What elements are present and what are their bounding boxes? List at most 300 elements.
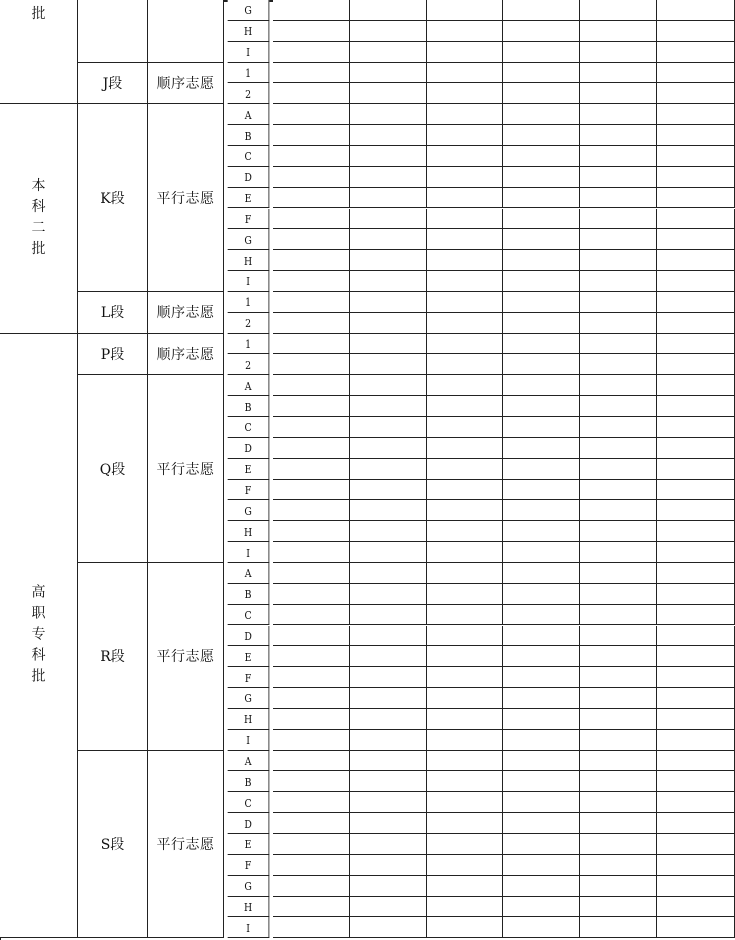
blank-entry-cell[interactable] [503,125,580,146]
blank-entry-cell[interactable] [580,146,657,167]
blank-entry-cell[interactable] [580,563,657,584]
choice-code: 1 [245,66,252,80]
blank-entry-cell[interactable] [657,730,735,751]
blank-entry-cell[interactable] [580,855,657,876]
segment-code-cell [78,334,148,376]
blank-entry-cell[interactable] [427,42,503,63]
blank-entry-cell[interactable] [273,229,350,250]
blank-entry-cell[interactable] [350,63,427,84]
blank-entry-cell[interactable] [657,584,735,605]
blank-entry-cell[interactable] [427,83,503,104]
blank-entry-cell[interactable] [350,584,427,605]
blank-entry-cell[interactable] [503,104,580,125]
blank-entry-cell[interactable] [273,188,350,209]
blank-entry-cell[interactable] [580,188,657,209]
blank-entry-cell[interactable] [427,584,503,605]
blank-entry-cell[interactable] [427,542,503,563]
blank-entry-cell[interactable] [427,167,503,188]
blank-entry-cell[interactable] [273,83,350,104]
blank-entry-cell[interactable] [350,771,427,792]
blank-entry-cell[interactable] [657,792,735,813]
choice-code-cell [228,125,270,146]
blank-entry-cell[interactable] [503,396,580,417]
blank-entry-cell[interactable] [273,209,350,230]
blank-entry-cell[interactable] [273,855,350,876]
blank-entry-cell[interactable] [427,855,503,876]
blank-entry-cell[interactable] [657,563,735,584]
blank-entry-cell[interactable] [350,897,427,918]
blank-entry-cell[interactable] [350,42,427,63]
blank-entry-cell[interactable] [657,500,735,521]
blank-entry-cell[interactable] [427,792,503,813]
blank-entry-cell[interactable] [273,751,350,772]
blank-entry-cell[interactable] [273,792,350,813]
blank-entry-cell[interactable] [350,167,427,188]
blank-entry-cell[interactable] [580,771,657,792]
blank-entry-cell[interactable] [503,917,580,938]
blank-entry-cell[interactable] [273,396,350,417]
choice-code-cell [228,792,270,813]
blank-entry-cell[interactable] [427,146,503,167]
blank-entry-cell[interactable] [580,417,657,438]
blank-entry-cell[interactable] [580,751,657,772]
blank-entry-cell[interactable] [657,813,735,834]
blank-entry-cell[interactable] [273,626,350,647]
blank-entry-cell[interactable] [350,104,427,125]
blank-entry-cell[interactable] [427,897,503,918]
blank-entry-cell[interactable] [580,292,657,313]
blank-entry-cell[interactable] [657,605,735,626]
blank-entry-cell[interactable] [503,167,580,188]
blank-entry-cell[interactable] [657,271,735,292]
choice-code-cell [228,646,270,667]
blank-entry-cell[interactable] [580,83,657,104]
blank-entry-cell[interactable] [427,917,503,938]
segment-type: 平行志愿 [156,461,215,478]
blank-entry-cell[interactable] [580,500,657,521]
blank-entry-cell[interactable] [427,334,503,355]
blank-entry-cell[interactable] [350,646,427,667]
blank-entry-cell[interactable] [427,292,503,313]
blank-entry-cell[interactable] [580,313,657,334]
choice-code: I [246,921,250,935]
blank-entry-cell[interactable] [350,21,427,42]
blank-entry-cell[interactable] [503,792,580,813]
blank-entry-cell[interactable] [580,813,657,834]
blank-entry-cell[interactable] [427,500,503,521]
blank-entry-cell[interactable] [350,459,427,480]
blank-entry-cell[interactable] [657,209,735,230]
blank-entry-cell[interactable] [580,250,657,271]
blank-entry-cell[interactable] [427,188,503,209]
choice-code-cell [228,209,270,230]
blank-entry-cell[interactable] [350,0,427,21]
blank-entry-cell[interactable] [503,855,580,876]
blank-entry-cell[interactable] [580,792,657,813]
blank-entry-cell[interactable] [350,83,427,104]
blank-entry-cell[interactable] [350,751,427,772]
blank-entry-cell[interactable] [580,646,657,667]
blank-entry-cell[interactable] [580,42,657,63]
blank-entry-cell[interactable] [273,646,350,667]
blank-entry-cell[interactable] [503,250,580,271]
blank-entry-cell[interactable] [273,667,350,688]
blank-entry-cell[interactable] [503,646,580,667]
blank-entry-cell[interactable] [273,876,350,897]
blank-entry-cell[interactable] [580,63,657,84]
blank-entry-cell[interactable] [657,542,735,563]
blank-entry-cell[interactable] [350,188,427,209]
blank-entry-cell[interactable] [350,500,427,521]
blank-entry-cell[interactable] [580,354,657,375]
blank-entry-cell[interactable] [503,83,580,104]
blank-entry-cell[interactable] [580,396,657,417]
blank-entry-cell[interactable] [580,521,657,542]
blank-entry-cell[interactable] [427,771,503,792]
blank-entry-cell[interactable] [273,709,350,730]
choice-code: G [244,692,252,706]
choice-code: E [244,838,252,852]
blank-entry-cell[interactable] [350,375,427,396]
blank-entry-cell[interactable] [427,563,503,584]
blank-entry-cell[interactable] [427,813,503,834]
blank-entry-cell[interactable] [503,292,580,313]
blank-entry-cell[interactable] [657,688,735,709]
choice-code-cell [228,438,270,459]
blank-entry-cell[interactable] [273,459,350,480]
blank-entry-cell[interactable] [350,855,427,876]
blank-entry-cell[interactable] [503,709,580,730]
blank-entry-cell[interactable] [273,438,350,459]
blank-entry-cell[interactable] [657,709,735,730]
blank-entry-cell[interactable] [503,834,580,855]
blank-entry-cell[interactable] [580,834,657,855]
blank-entry-cell[interactable] [350,605,427,626]
blank-entry-cell[interactable] [273,0,350,21]
blank-entry-cell[interactable] [427,751,503,772]
blank-entry-cell[interactable] [273,897,350,918]
blank-entry-cell[interactable] [503,271,580,292]
blank-entry-cell[interactable] [503,63,580,84]
blank-entry-cell[interactable] [503,813,580,834]
blank-entry-cell[interactable] [503,375,580,396]
blank-entry-cell[interactable] [580,125,657,146]
blank-entry-cell[interactable] [427,313,503,334]
blank-entry-cell[interactable] [273,813,350,834]
blank-entry-cell[interactable] [503,42,580,63]
blank-entry-cell[interactable] [273,42,350,63]
blank-entry-cell[interactable] [580,480,657,501]
blank-entry-cell[interactable] [350,396,427,417]
blank-entry-cell[interactable] [427,688,503,709]
blank-entry-cell[interactable] [427,709,503,730]
blank-entry-cell[interactable] [657,0,735,21]
blank-entry-cell[interactable] [273,104,350,125]
blank-entry-cell[interactable] [350,688,427,709]
blank-entry-cell[interactable] [580,626,657,647]
blank-entry-cell[interactable] [427,354,503,375]
blank-entry-cell[interactable] [657,146,735,167]
blank-entry-cell[interactable] [657,876,735,897]
blank-entry-cell[interactable] [657,375,735,396]
blank-entry-cell[interactable] [273,521,350,542]
blank-entry-cell[interactable] [427,876,503,897]
blank-entry-cell[interactable] [657,626,735,647]
blank-entry-cell[interactable] [580,688,657,709]
segment-code-cell [78,104,148,292]
blank-entry-cell[interactable] [350,146,427,167]
blank-entry-cell[interactable] [503,146,580,167]
segment-type-cell [148,563,224,751]
blank-entry-cell[interactable] [503,542,580,563]
blank-entry-cell[interactable] [503,771,580,792]
blank-entry-cell[interactable] [657,229,735,250]
blank-entry-cell[interactable] [503,334,580,355]
blank-entry-cell[interactable] [427,521,503,542]
blank-entry-cell[interactable] [503,229,580,250]
blank-entry-cell[interactable] [580,229,657,250]
segment-code-cell [78,0,148,63]
blank-entry-cell[interactable] [580,605,657,626]
blank-entry-cell[interactable] [503,0,580,21]
blank-entry-cell[interactable] [427,834,503,855]
blank-entry-cell[interactable] [503,500,580,521]
choice-code: 2 [245,358,252,372]
blank-entry-cell[interactable] [657,667,735,688]
blank-entry-cell[interactable] [503,188,580,209]
blank-entry-cell[interactable] [350,229,427,250]
blank-entry-cell[interactable] [273,417,350,438]
blank-entry-cell[interactable] [657,42,735,63]
blank-entry-cell[interactable] [580,917,657,938]
blank-entry-cell[interactable] [273,730,350,751]
blank-entry-cell[interactable] [657,834,735,855]
blank-entry-cell[interactable] [427,250,503,271]
blank-entry-cell[interactable] [350,813,427,834]
blank-entry-cell[interactable] [657,83,735,104]
blank-entry-cell[interactable] [273,167,350,188]
blank-entry-cell[interactable] [657,917,735,938]
segment-code: L段 [100,305,125,322]
blank-entry-cell[interactable] [657,167,735,188]
segment-code-cell [78,292,148,334]
blank-entry-cell[interactable] [427,730,503,751]
blank-entry-cell[interactable] [350,792,427,813]
blank-entry-cell[interactable] [427,21,503,42]
blank-entry-cell[interactable] [580,667,657,688]
blank-entry-cell[interactable] [503,209,580,230]
blank-entry-cell[interactable] [350,334,427,355]
blank-entry-cell[interactable] [273,313,350,334]
blank-entry-cell[interactable] [503,21,580,42]
blank-entry-cell[interactable] [580,334,657,355]
blank-entry-cell[interactable] [657,334,735,355]
blank-entry-cell[interactable] [273,542,350,563]
blank-entry-cell[interactable] [427,396,503,417]
blank-entry-cell[interactable] [580,271,657,292]
blank-entry-cell[interactable] [350,834,427,855]
blank-entry-cell[interactable] [350,730,427,751]
blank-entry-cell[interactable] [580,209,657,230]
blank-entry-cell[interactable] [503,521,580,542]
blank-entry-cell[interactable] [657,646,735,667]
blank-entry-cell[interactable] [427,375,503,396]
blank-entry-cell[interactable] [350,521,427,542]
blank-entry-cell[interactable] [657,292,735,313]
blank-entry-cell[interactable] [273,292,350,313]
blank-entry-cell[interactable] [427,229,503,250]
blank-entry-cell[interactable] [350,626,427,647]
blank-entry-cell[interactable] [273,375,350,396]
blank-entry-cell[interactable] [657,354,735,375]
blank-entry-cell[interactable] [350,542,427,563]
blank-entry-cell[interactable] [427,271,503,292]
blank-entry-cell[interactable] [503,688,580,709]
blank-entry-cell[interactable] [350,438,427,459]
blank-entry-cell[interactable] [503,667,580,688]
blank-entry-cell[interactable] [657,897,735,918]
blank-entry-cell[interactable] [503,605,580,626]
blank-entry-cell[interactable] [273,63,350,84]
blank-entry-cell[interactable] [427,605,503,626]
blank-entry-cell[interactable] [657,417,735,438]
blank-entry-cell[interactable] [580,438,657,459]
blank-entry-cell[interactable] [503,417,580,438]
blank-entry-cell[interactable] [503,354,580,375]
blank-entry-cell[interactable] [427,417,503,438]
blank-entry-cell[interactable] [427,626,503,647]
blank-entry-cell[interactable] [427,125,503,146]
blank-entry-cell[interactable] [580,897,657,918]
blank-entry-cell[interactable] [657,521,735,542]
blank-entry-cell[interactable] [273,771,350,792]
blank-entry-cell[interactable] [427,459,503,480]
choice-code: I [246,275,250,289]
blank-entry-cell[interactable] [580,709,657,730]
blank-entry-cell[interactable] [350,271,427,292]
blank-entry-cell[interactable] [273,688,350,709]
blank-entry-cell[interactable] [657,396,735,417]
blank-entry-cell[interactable] [427,438,503,459]
blank-entry-cell[interactable] [657,438,735,459]
blank-entry-cell[interactable] [350,667,427,688]
blank-entry-cell[interactable] [503,459,580,480]
choice-code-cell [228,271,270,292]
blank-entry-cell[interactable] [580,876,657,897]
blank-entry-cell[interactable] [273,563,350,584]
blank-entry-cell[interactable] [350,876,427,897]
blank-entry-cell[interactable] [273,21,350,42]
blank-entry-cell[interactable] [273,354,350,375]
blank-entry-cell[interactable] [273,334,350,355]
choice-code-cell [228,354,270,375]
blank-entry-cell[interactable] [503,438,580,459]
blank-entry-cell[interactable] [657,313,735,334]
blank-entry-cell[interactable] [503,313,580,334]
blank-entry-cell[interactable] [273,146,350,167]
blank-entry-cell[interactable] [273,917,350,938]
blank-entry-cell[interactable] [657,21,735,42]
blank-entry-cell[interactable] [427,667,503,688]
blank-entry-cell[interactable] [273,584,350,605]
choice-code-cell [228,459,270,480]
blank-entry-cell[interactable] [427,480,503,501]
blank-entry-cell[interactable] [350,209,427,230]
blank-entry-cell[interactable] [503,876,580,897]
blank-entry-cell[interactable] [350,313,427,334]
choice-code: B [244,129,252,143]
blank-entry-cell[interactable] [503,730,580,751]
choice-code-cell [228,188,270,209]
blank-entry-cell[interactable] [503,626,580,647]
choice-code: E [244,650,252,664]
blank-entry-cell[interactable] [273,271,350,292]
blank-entry-cell[interactable] [657,125,735,146]
blank-entry-cell[interactable] [350,563,427,584]
choice-code: D [244,629,252,643]
blank-entry-cell[interactable] [273,250,350,271]
blank-entry-cell[interactable] [580,21,657,42]
blank-entry-cell[interactable] [273,125,350,146]
blank-entry-cell[interactable] [350,417,427,438]
blank-entry-cell[interactable] [580,730,657,751]
blank-entry-cell[interactable] [657,751,735,772]
blank-entry-cell[interactable] [350,917,427,938]
blank-entry-cell[interactable] [657,188,735,209]
blank-entry-cell[interactable] [657,104,735,125]
blank-entry-cell[interactable] [350,250,427,271]
blank-entry-cell[interactable] [273,605,350,626]
blank-entry-cell[interactable] [503,563,580,584]
blank-entry-cell[interactable] [427,104,503,125]
segment-type-cell [148,334,224,376]
blank-entry-cell[interactable] [427,209,503,230]
blank-entry-cell[interactable] [273,500,350,521]
blank-entry-cell[interactable] [657,855,735,876]
blank-entry-cell[interactable] [350,292,427,313]
blank-entry-cell[interactable] [350,709,427,730]
blank-entry-cell[interactable] [350,480,427,501]
blank-entry-cell[interactable] [427,646,503,667]
blank-entry-cell[interactable] [580,0,657,21]
blank-entry-cell[interactable] [273,834,350,855]
blank-entry-cell[interactable] [580,104,657,125]
blank-entry-cell[interactable] [657,771,735,792]
blank-entry-cell[interactable] [580,459,657,480]
blank-entry-cell[interactable] [657,459,735,480]
blank-entry-cell[interactable] [427,63,503,84]
choice-code: F [244,212,252,226]
blank-entry-cell[interactable] [580,167,657,188]
blank-entry-cell[interactable] [580,584,657,605]
choice-code: I [246,734,250,748]
blank-entry-cell[interactable] [657,250,735,271]
blank-entry-cell[interactable] [350,354,427,375]
blank-entry-cell[interactable] [503,480,580,501]
blank-entry-cell[interactable] [580,542,657,563]
blank-entry-cell[interactable] [657,63,735,84]
blank-entry-cell[interactable] [503,584,580,605]
segment-type: 顺序志愿 [156,346,215,363]
blank-entry-cell[interactable] [503,897,580,918]
blank-entry-cell[interactable] [427,0,503,21]
blank-entry-cell[interactable] [657,480,735,501]
blank-entry-cell[interactable] [350,125,427,146]
blank-entry-cell[interactable] [503,751,580,772]
blank-entry-cell[interactable] [580,375,657,396]
choice-code-cell [228,0,270,21]
blank-entry-cell[interactable] [273,480,350,501]
